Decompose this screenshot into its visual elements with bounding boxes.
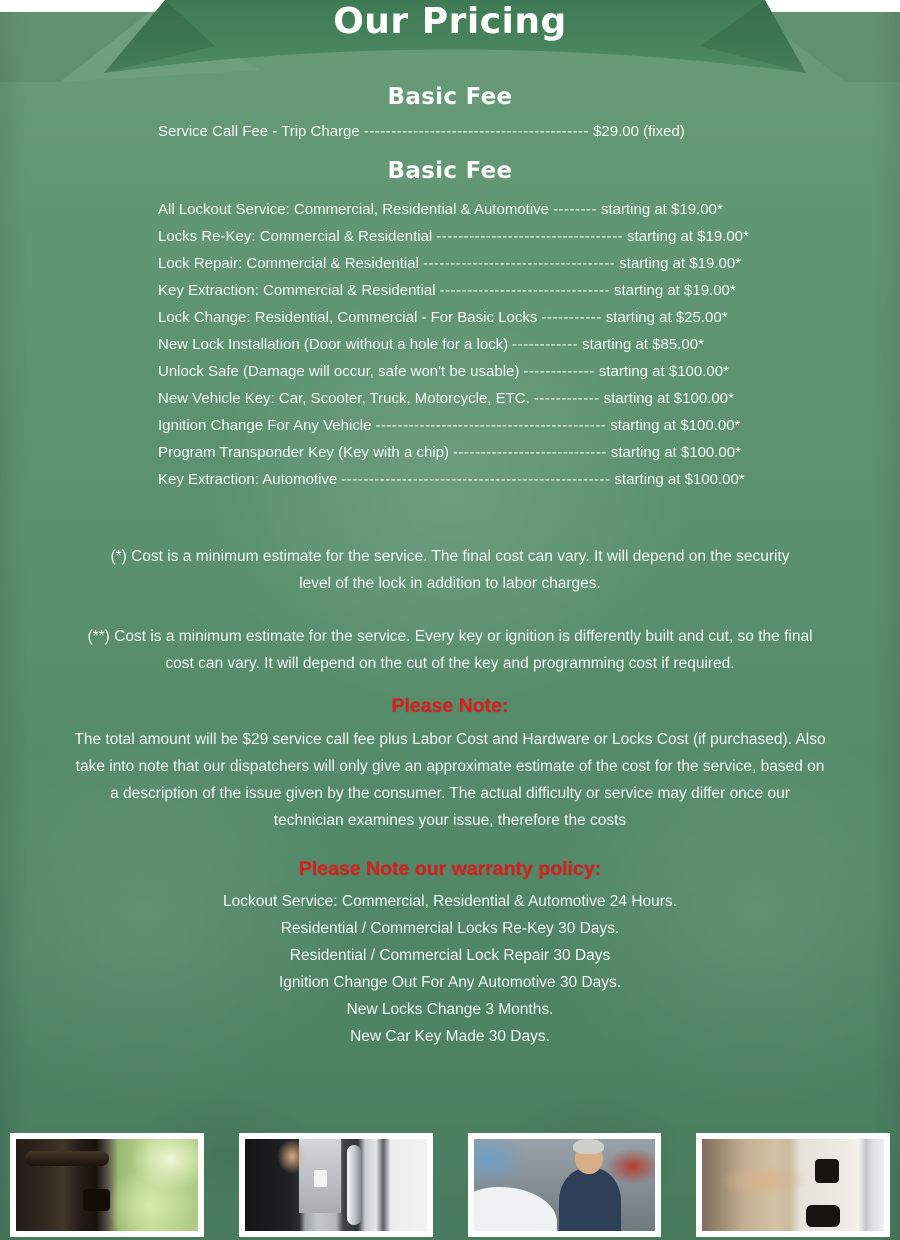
page-title: Our Pricing — [333, 1, 567, 42]
fee-label: Locks Re-Key: Commercial & Residential — [158, 228, 433, 245]
fee-label: All Lockout Service: Commercial, Residential & Automotive — [158, 201, 549, 218]
warranty-policy-list — [0, 888, 900, 1050]
fee-dash-leader: ------------- — [523, 363, 595, 380]
fee-label: Ignition Change For Any Vehicle — [158, 417, 372, 434]
fee-price: $29.00 (fixed) — [593, 123, 685, 140]
warranty-item-lockout: Lockout Service: Commercial, Residential & Automotive 24 Hours. — [222, 893, 677, 910]
fee-price: starting at $25.00* — [605, 309, 728, 326]
fee-price: starting at $19.00* — [613, 282, 736, 299]
fee-price: starting at $100.00* — [614, 471, 745, 488]
fee-dash-leader: ------------------------------- — [439, 282, 610, 299]
fee-dash-leader: ------------------------------------------ — [375, 417, 607, 434]
fee-row-lock-repair — [158, 250, 900, 277]
fee-price: starting at $19.00* — [627, 228, 749, 245]
fee-price: starting at $100.00* — [598, 363, 729, 380]
basic-fee-heading-2: Basic Fee — [387, 158, 513, 184]
trip-charge-list — [158, 118, 900, 145]
fee-row-transponder-key — [158, 439, 900, 466]
door-knob-shape — [806, 1205, 841, 1227]
fee-label: Key Extraction: Commercial & Residential — [158, 282, 436, 299]
fee-label: Lock Change: Residential, Commercial - For Basic Locks — [158, 309, 538, 326]
fee-label: Program Transponder Key (Key with a chip) — [158, 444, 449, 461]
fee-row-new-vehicle-key — [158, 385, 900, 412]
warranty-policy-heading: Please Note our warranty policy: — [298, 858, 602, 880]
fee-row-lock-change — [158, 304, 900, 331]
fee-row-new-lock-installation — [158, 331, 900, 358]
warranty-item-ignition: Ignition Change Out For Any Automotive 30 Days. — [278, 974, 622, 991]
fee-row-ignition-change — [158, 412, 900, 439]
technician-shape — [559, 1168, 621, 1237]
please-note-heading: Please Note: — [391, 695, 509, 717]
photo-door-lock-closeup — [10, 1133, 204, 1237]
fee-dash-leader: ----------- — [541, 309, 602, 326]
fee-label: Service Call Fee - Trip Charge — [158, 123, 360, 140]
fee-dash-leader: ---------------------------------- — [436, 228, 624, 245]
service-fee-list — [158, 196, 900, 493]
fee-label: New Vehicle Key: Car, Scooter, Truck, Motorcycle, ETC. — [158, 390, 530, 407]
footnote-double-star: (**) Cost is a minimum estimate for the service. Every key or ignition is differently built and cut, so the final cost can vary. It will depend on the cut of the key and programming cost if required. — [87, 628, 813, 672]
door-handle-bar-shape — [347, 1145, 362, 1226]
warranty-item-rekey: Residential / Commercial Locks Re-Key 30 Days. — [280, 920, 620, 937]
fee-dash-leader: ---------------------------- — [452, 444, 607, 461]
photo-lock-repair-hands — [696, 1133, 890, 1237]
fee-row-unlock-safe — [158, 358, 900, 385]
fee-label: Unlock Safe (Damage will occur, safe won't be usable) — [158, 363, 520, 380]
basic-fee-heading-1: Basic Fee — [387, 84, 513, 110]
fee-row-rekey — [158, 223, 900, 250]
deadbolt-shape — [815, 1159, 839, 1183]
fee-price: starting at $100.00* — [610, 417, 741, 434]
fee-dash-leader: ------------ — [533, 390, 600, 407]
footnote-single-star: (*) Cost is a minimum estimate for the service. The final cost can vary. It will depend on the security level of the lock in addition to labor charges. — [110, 548, 790, 592]
warranty-item-new-car-key: New Car Key Made 30 Days. — [350, 1028, 550, 1045]
fee-dash-leader: ----------------------------------- — [422, 255, 616, 272]
lock-knob-shape — [83, 1189, 110, 1211]
photo-keypad-door-entry — [239, 1133, 433, 1237]
please-note-body: The total amount will be $29 service call fee plus Labor Cost and Hardware or Locks Cost (if purchased). Also take into note that our dispatchers will only give an approximate estimate of the cost for the service, based on a description of the issue given by the consumer. The actual difficulty or service may differ once our technician examines your issue, therefore the costs — [74, 731, 826, 829]
fee-dash-leader: -------- — [553, 201, 597, 218]
door-handle-shape — [25, 1151, 109, 1166]
hand-shape — [277, 1139, 306, 1174]
fee-label: New Lock Installation (Door without a hole for a lock) — [158, 336, 509, 353]
photo-automotive-locksmith — [468, 1133, 662, 1237]
fee-row-key-extraction — [158, 277, 900, 304]
warranty-item-new-locks: New Locks Change 3 Months. — [346, 1001, 554, 1018]
technician-hair-shape — [573, 1139, 604, 1154]
keypad-button-shape — [314, 1170, 327, 1187]
arm-shape — [720, 1165, 807, 1196]
fee-dash-leader: ------------------------------------------------- — [341, 471, 611, 488]
fee-price: starting at $19.00* — [600, 201, 723, 218]
fee-row-key-extraction-auto — [158, 466, 900, 493]
fee-price: starting at $100.00* — [610, 444, 741, 461]
car-shape — [468, 1187, 558, 1237]
fee-dash-leader: ----------------------------------------- — [363, 123, 590, 140]
fee-price: starting at $19.00* — [619, 255, 742, 272]
photo-gallery — [0, 1133, 900, 1237]
fee-dash-leader: ------------ — [512, 336, 579, 353]
fee-label: Key Extraction: Automotive — [158, 471, 338, 488]
fee-price: starting at $85.00* — [582, 336, 704, 353]
fee-price: starting at $100.00* — [603, 390, 734, 407]
warranty-item-lock-repair: Residential / Commercial Lock Repair 30 Days — [289, 947, 611, 964]
fee-row-trip-charge — [158, 118, 900, 145]
fee-row-lockout — [158, 196, 900, 223]
fee-label: Lock Repair: Commercial & Residential — [158, 255, 419, 272]
